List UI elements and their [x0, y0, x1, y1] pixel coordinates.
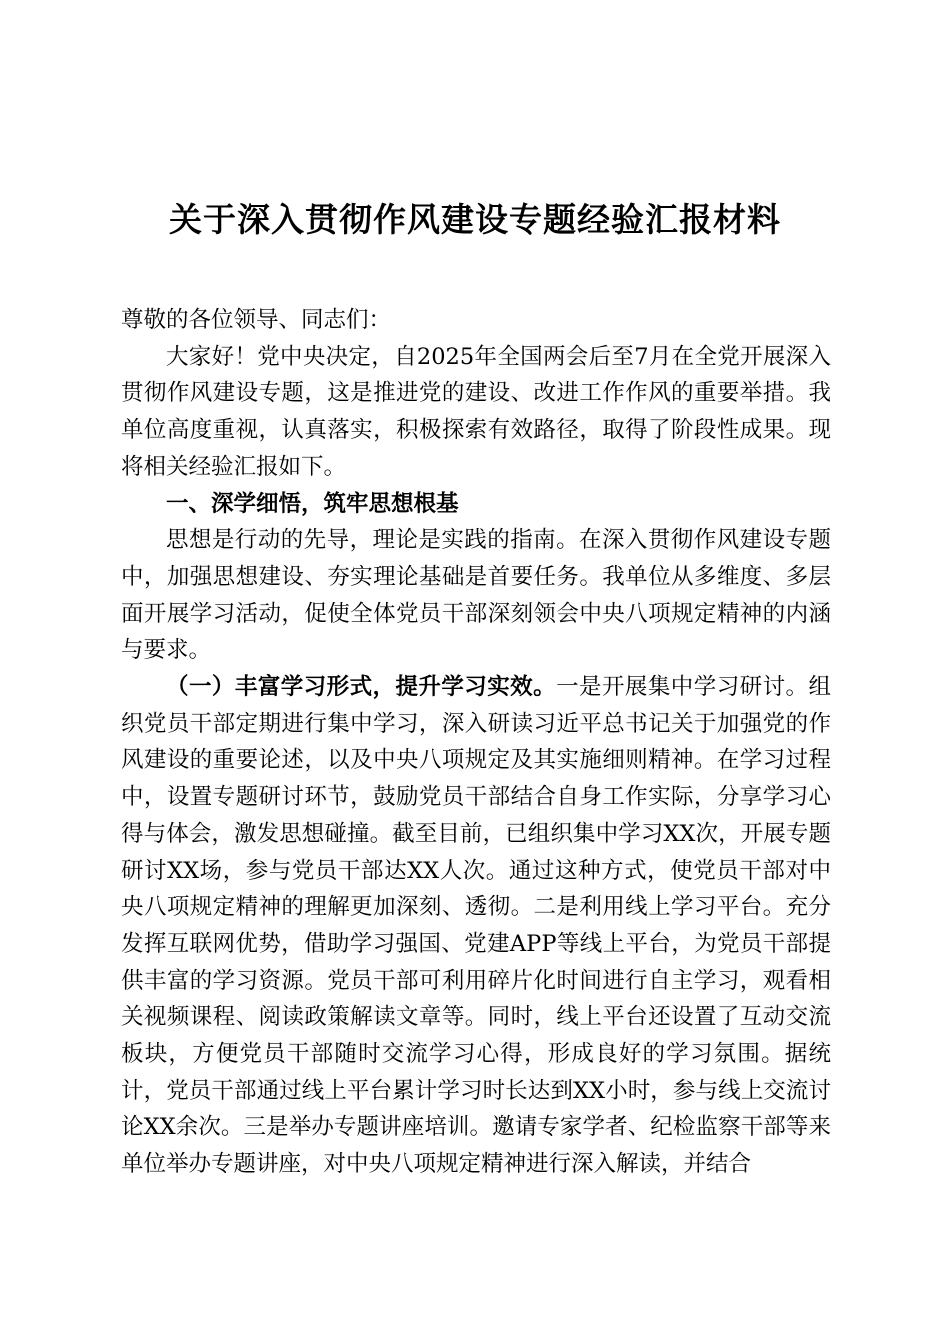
intro-paragraph: 大家好！党中央决定，自2025年全国两会后至7月在全党开展深入贯彻作风建设专题，这是推进党的建设、改进工作作风的重要举措。我单位高度重视，认真落实，积极探索有效路径，取得了阶段性成果。现将相关经验汇报如下。 — [121, 343, 831, 480]
section-paragraph: 思想是行动的先导，理论是实践的指南。在深入贯彻作风建设专题中，加强思想建设、夯实理论基础是首要任务。我单位从多维度、多层面开展学习活动，促使全体党员干部深刻领会中央八项规定精神的内涵与要求。 — [121, 527, 831, 664]
subsection-text: 一是开展集中学习研讨。组织党员干部定期进行集中学习，深入研读习近平总书记关于加强党的作风建设的重要论述，以及中央八项规定及其实施细则精神。在学习过程中，设置专题研讨环节，鼓励党员干部结合自身工作实际，分享学习心得与体会，激发思想碰撞。截至目前，已组织集中学习XX次，开展专题研讨XX场，参与党员干部达XX人次。通过这种方式，使党员干部对中央八项规定精神的理解更加深刻、透彻。二是利用线上学习平台。充分发挥互联网优势，借助学习强国、党建APP等线上平台，为党员干部提供丰富的学习资源。党员干部可利用碎片化时间进行自主学习，观看相关视频课程、阅读政策解读文章等。同时，线上平台还设置了互动交流板块，方便党员干部随时交流学习心得，形成良好的学习氛围。据统计，党员干部通过线上平台累计学习时长达到XX小时，参与线上交流讨论XX余次。三是举办专题讲座培训。邀请专家学者、纪检监察干部等来单位举办专题讲座，对中央八项规定精神进行深入解读，并结合 — [121, 674, 831, 1178]
subsection-paragraph — [121, 669, 831, 1183]
subsection-heading: （一）丰富学习形式，提升学习实效。 — [166, 674, 557, 701]
section-heading: 一、深学细悟，筑牢思想根基 — [166, 490, 459, 517]
salutation: 尊敬的各位领导、同志们： — [121, 307, 392, 333]
document-title: 关于深入贯彻作风建设专题经验汇报材料 — [169, 200, 781, 239]
document-body — [121, 302, 831, 1183]
